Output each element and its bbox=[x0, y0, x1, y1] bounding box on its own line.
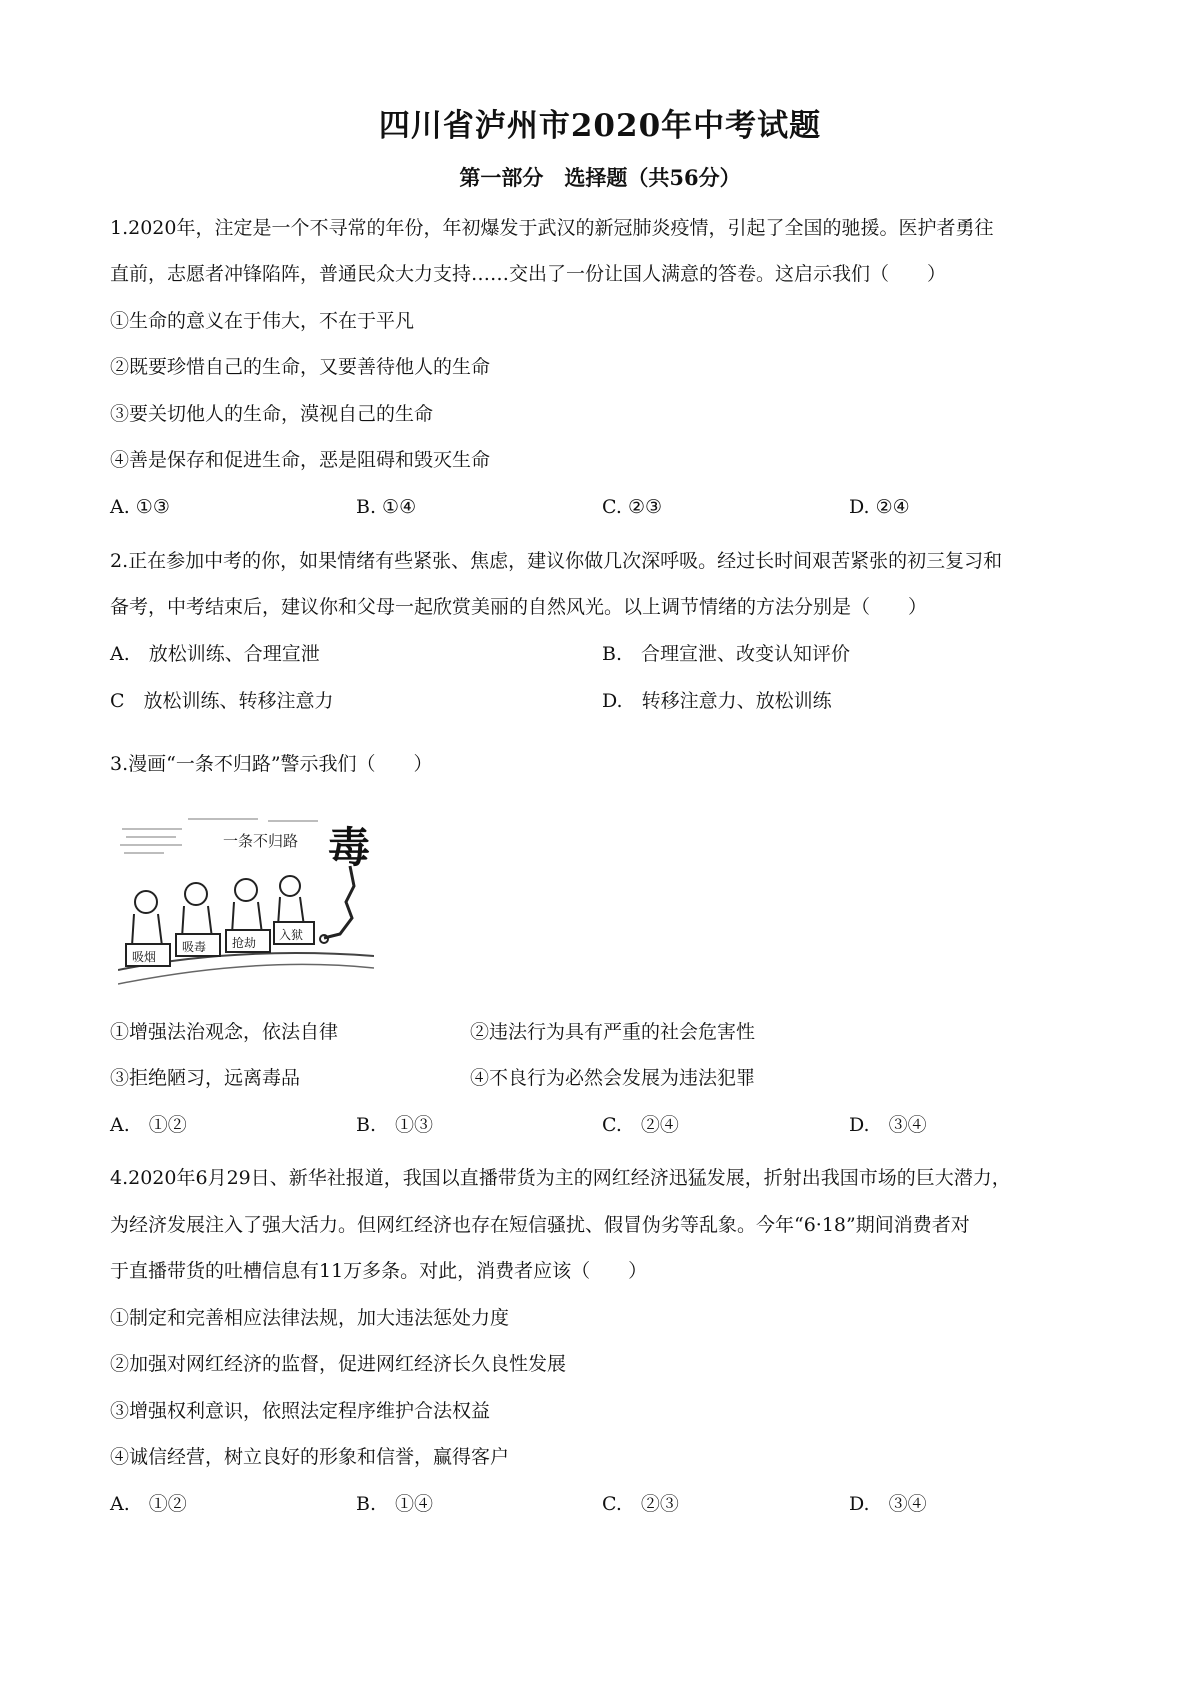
cartoon-caption: 一条不归路 bbox=[223, 832, 299, 850]
q2-option-a: A. 放松训练、合理宣泄 bbox=[110, 643, 320, 665]
q4-stem-line3: 于直播带货的吐槽信息有11万多条。对此，消费者应该（ ） bbox=[110, 1260, 648, 1282]
q1-item-1: ①生命的意义在于伟大，不在于平凡 bbox=[110, 310, 415, 332]
figure-3-head bbox=[235, 879, 257, 901]
q1-item-2: ②既要珍惜自己的生命，又要善待他人的生命 bbox=[110, 356, 491, 378]
q1-option-d: D. ②④ bbox=[849, 496, 910, 518]
poison-character: 毒 bbox=[328, 823, 371, 872]
q3-option-b: B. ①③ bbox=[356, 1114, 434, 1136]
q1-option-c: C. ②③ bbox=[602, 496, 663, 518]
q3-item-1: ①增强法治观念，依法自律 bbox=[110, 1021, 339, 1043]
page-title: 四川省泸州市2020年中考试题 bbox=[378, 108, 822, 144]
road-edge bbox=[118, 964, 374, 984]
sign-1-label: 吸烟 bbox=[132, 950, 157, 964]
sign-2-label: 吸毒 bbox=[182, 940, 207, 954]
q3-stem: 3.漫画“一条不归路”警示我们（ ） bbox=[110, 753, 433, 775]
q4-option-a: A. ①② bbox=[110, 1493, 187, 1515]
sign-4-label: 入狱 bbox=[279, 928, 304, 942]
chain-link bbox=[320, 935, 328, 943]
figure-4-head bbox=[280, 876, 300, 896]
q1-option-a: A. ①③ bbox=[110, 496, 170, 518]
q4-option-c: C. ②③ bbox=[602, 1493, 679, 1515]
figure-1-head bbox=[135, 891, 157, 913]
q4-item-1: ①制定和完善相应法律法规，加大违法惩处力度 bbox=[110, 1307, 510, 1329]
q1-stem-line2: 直前，志愿者冲锋陷阵，普通民众大力支持……交出了一份让国人满意的答卷。这启示我们（ ） bbox=[110, 263, 947, 285]
q2-option-d: D. 转移注意力、放松训练 bbox=[602, 690, 832, 712]
sign-3-label: 抢劫 bbox=[232, 936, 257, 950]
q1-option-b: B. ①④ bbox=[356, 496, 417, 518]
q3-item-4: ④不良行为必然会发展为违法犯罪 bbox=[470, 1067, 756, 1089]
q4-stem-line1: 4.2020年6月29日、新华社报道，我国以直播带货为主的网红经济迅猛发展，折射出我国市场的巨大潜力， bbox=[110, 1167, 1011, 1189]
q1-stem-line1: 1.2020年，注定是一个不寻常的年份，年初爆发于武汉的新冠肺炎疫情，引起了全国的驰援。医护者勇往 bbox=[110, 217, 994, 239]
figure-2-head bbox=[185, 883, 207, 905]
q4-option-d: D. ③④ bbox=[849, 1493, 927, 1515]
q3-option-c: C. ②④ bbox=[602, 1114, 679, 1136]
q1-item-4: ④善是保存和促进生命，恶是阻碍和毁灭生命 bbox=[110, 449, 491, 471]
signs bbox=[126, 922, 314, 966]
q4-item-3: ③增强权利意识，依照法定程序维护合法权益 bbox=[110, 1400, 491, 1422]
q2-stem-line2: 备考，中考结束后，建议你和父母一起欣赏美丽的自然风光。以上调节情绪的方法分别是（ ） bbox=[110, 596, 928, 618]
q4-item-2: ②加强对网红经济的监督，促进网红经济长久良性发展 bbox=[110, 1353, 567, 1375]
q1-item-3: ③要关切他人的生命，漠视自己的生命 bbox=[110, 403, 434, 425]
section-heading: 第一部分 选择题（共56分） bbox=[459, 165, 741, 190]
cartoon-image bbox=[118, 806, 374, 990]
q2-stem-line1: 2.正在参加中考的你，如果情绪有些紧张、焦虑，建议你做几次深呼吸。经过长时间艰苦紧张的初三复习和 bbox=[110, 550, 1003, 572]
q4-item-4: ④诚信经营，树立良好的形象和信誉，赢得客户 bbox=[110, 1446, 510, 1468]
q3-option-d: D. ③④ bbox=[849, 1114, 927, 1136]
figure-1-body bbox=[132, 914, 162, 946]
q2-option-b: B. 合理宣泄、改变认知评价 bbox=[602, 643, 851, 665]
q2-option-c: C 放松训练、转移注意力 bbox=[110, 690, 334, 712]
q3-item-3: ③拒绝陋习，远离毒品 bbox=[110, 1067, 301, 1089]
q3-item-2: ②违法行为具有严重的社会危害性 bbox=[470, 1021, 756, 1043]
chain-rope bbox=[324, 866, 354, 938]
q3-option-a: A. ①② bbox=[110, 1114, 187, 1136]
q4-stem-line2: 为经济发展注入了强大活力。但网红经济也存在短信骚扰、假冒伪劣等乱象。今年“6·18”期间消费者对 bbox=[110, 1214, 970, 1236]
q4-option-b: B. ①④ bbox=[356, 1493, 434, 1515]
